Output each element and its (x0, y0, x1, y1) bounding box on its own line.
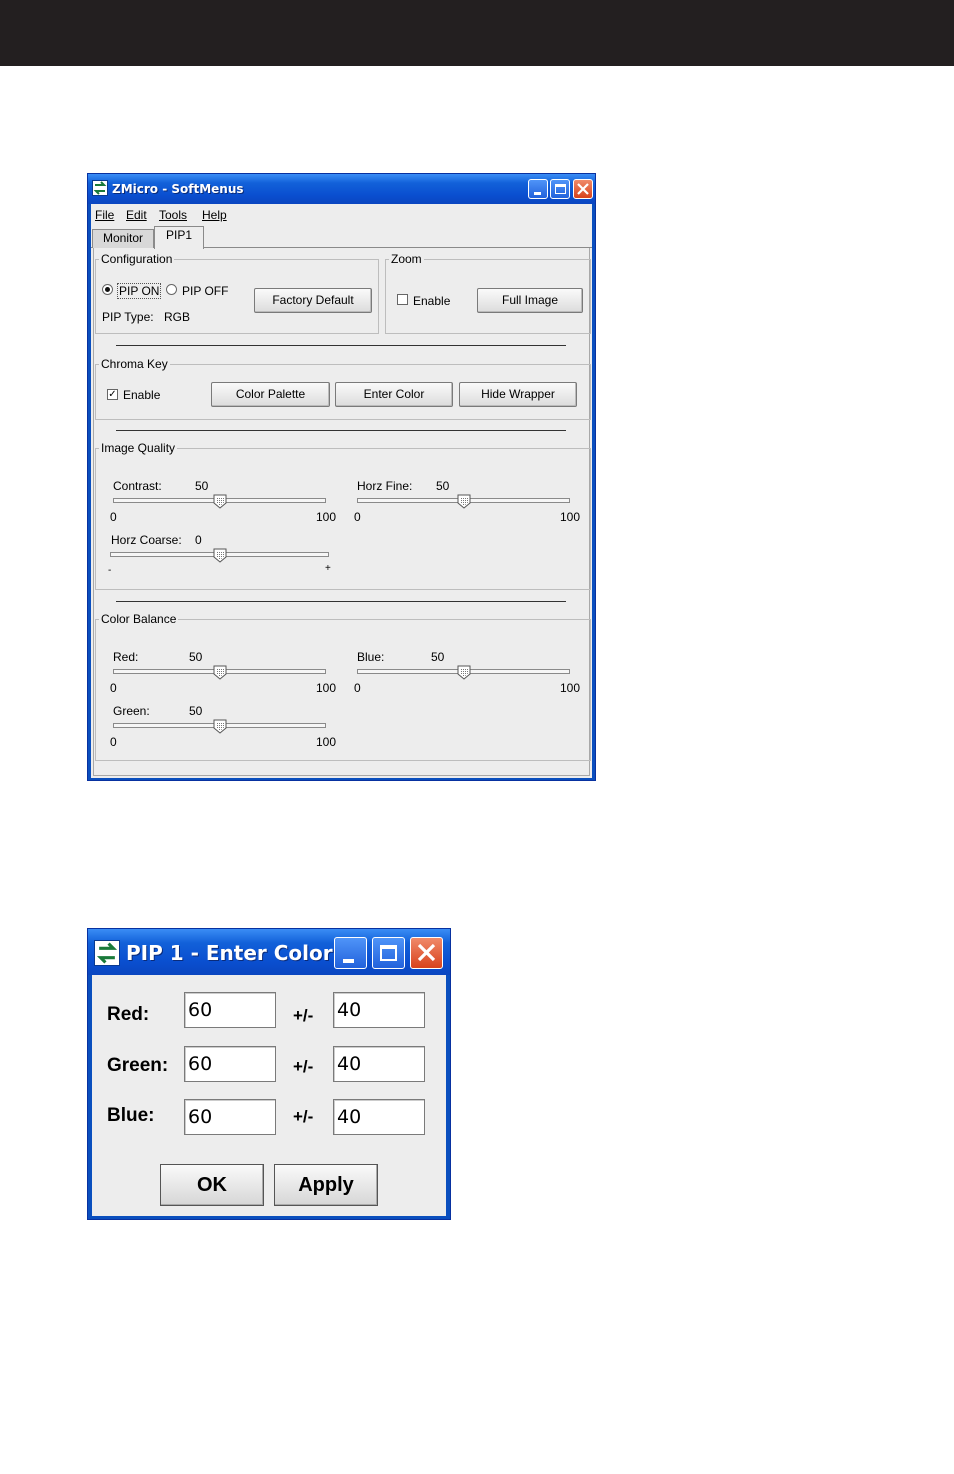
separator (116, 345, 566, 346)
green-min: 0 (110, 735, 117, 749)
slider-thumb[interactable] (213, 719, 227, 734)
chroma-enable-label[interactable]: Enable (123, 388, 161, 402)
configuration-group (95, 252, 379, 334)
minimize-icon[interactable] (528, 179, 548, 199)
pip-type-label: PIP Type: (102, 310, 154, 324)
red-slider[interactable] (113, 665, 326, 681)
zoom-group (385, 252, 591, 334)
menu-file[interactable]: File (95, 208, 115, 222)
red-tolerance-input[interactable] (333, 992, 425, 1028)
close-icon[interactable] (410, 937, 443, 969)
title-bar[interactable] (88, 174, 595, 204)
color-balance-title: Color Balance (101, 612, 177, 626)
horz-coarse-min: - (108, 565, 112, 576)
close-icon[interactable] (573, 179, 593, 199)
color-balance-group (95, 612, 591, 761)
slider-thumb[interactable] (213, 665, 227, 680)
dialog-title-bar[interactable] (88, 929, 450, 975)
blue-slider[interactable] (357, 665, 570, 681)
horz-fine-slider[interactable] (357, 494, 570, 510)
blue-label: Blue: (357, 650, 385, 664)
menu-edit[interactable]: Edit (126, 208, 147, 222)
maximize-icon[interactable] (550, 179, 570, 199)
contrast-label: Contrast: (113, 479, 162, 493)
green-slider[interactable] (113, 719, 326, 735)
minimize-icon[interactable] (334, 937, 367, 969)
menu-help[interactable]: Help (202, 208, 227, 222)
enter-color-button[interactable]: Enter Color (335, 382, 453, 407)
zoom-title: Zoom (391, 252, 422, 266)
softmenus-window (87, 173, 596, 781)
pip-on-radio[interactable] (102, 284, 113, 295)
pip-type-value: RGB (164, 310, 191, 324)
slider-thumb[interactable] (457, 494, 471, 509)
green-label: Green: (113, 704, 150, 718)
zoom-enable-label[interactable]: Enable (413, 294, 451, 308)
apply-button[interactable]: Apply (274, 1164, 378, 1206)
horz-fine-value: 50 (436, 479, 450, 493)
red-label: Red: (113, 650, 139, 664)
red-value-input[interactable] (184, 992, 276, 1028)
horz-coarse-label: Horz Coarse: (111, 533, 182, 547)
horz-coarse-slider[interactable] (110, 548, 329, 564)
separator (116, 430, 566, 431)
chroma-key-title: Chroma Key (101, 357, 168, 371)
tab-pip1[interactable]: PIP1 (154, 226, 204, 249)
dialog-title: PIP 1 - Enter Color (126, 941, 333, 965)
ok-button[interactable]: OK (160, 1164, 264, 1206)
horz-coarse-value: 0 (195, 533, 202, 547)
window-client (91, 204, 592, 778)
blue-label: Blue: (107, 1105, 155, 1126)
hide-wrapper-button[interactable]: Hide Wrapper (459, 382, 577, 407)
red-value: 50 (189, 650, 203, 664)
pip-off-radio[interactable] (166, 284, 177, 295)
horz-fine-min: 0 (354, 510, 361, 524)
app-icon (92, 180, 108, 196)
green-label: Green: (107, 1055, 169, 1076)
tab-monitor[interactable]: Monitor (92, 229, 154, 248)
full-image-button[interactable]: Full Image (477, 288, 583, 313)
blue-tolerance-input[interactable] (333, 1099, 425, 1135)
green-value: 50 (189, 704, 203, 718)
blue-min: 0 (354, 681, 361, 695)
chroma-enable-checkbox[interactable]: ✓ (108, 389, 117, 400)
blue-value-input[interactable] (184, 1099, 276, 1135)
color-palette-button[interactable]: Color Palette (211, 382, 330, 407)
maximize-icon[interactable] (372, 937, 405, 969)
contrast-value: 50 (195, 479, 209, 493)
red-plus-minus: +/- (293, 1006, 314, 1025)
green-plus-minus: +/- (293, 1057, 314, 1076)
slider-thumb[interactable] (213, 494, 227, 509)
horz-fine-max: 100 (560, 510, 581, 524)
contrast-max: 100 (316, 510, 337, 524)
horz-fine-label: Horz Fine: (357, 479, 413, 493)
separator (116, 601, 566, 602)
red-max: 100 (316, 681, 337, 695)
horz-coarse-max: + (325, 563, 331, 574)
menu-tools[interactable]: Tools (159, 208, 188, 222)
blue-max: 100 (560, 681, 581, 695)
image-quality-group (95, 441, 591, 590)
pip-on-label[interactable]: PIP ON (119, 284, 160, 298)
slider-thumb[interactable] (457, 665, 471, 680)
app-icon (94, 940, 120, 966)
zoom-enable-checkbox[interactable] (397, 294, 408, 305)
pip-off-label[interactable]: PIP OFF (182, 284, 229, 298)
red-min: 0 (110, 681, 117, 695)
menu-bar (91, 204, 592, 226)
contrast-min: 0 (110, 510, 117, 524)
page-header-bar (0, 0, 954, 66)
pip1-panel (93, 248, 590, 776)
configuration-title: Configuration (101, 252, 173, 266)
enter-color-dialog (87, 928, 451, 1220)
green-max: 100 (316, 735, 337, 749)
blue-plus-minus: +/- (293, 1107, 314, 1126)
factory-default-button[interactable]: Factory Default (254, 288, 372, 313)
contrast-slider[interactable] (113, 494, 326, 510)
window-title: ZMicro - SoftMenus (112, 182, 244, 196)
green-tolerance-input[interactable] (333, 1046, 425, 1082)
dialog-client (92, 975, 446, 1216)
blue-value: 50 (431, 650, 445, 664)
tab-strip (91, 226, 592, 248)
red-label: Red: (107, 1004, 150, 1025)
image-quality-title: Image Quality (101, 441, 176, 455)
slider-thumb[interactable] (213, 548, 227, 563)
green-value-input[interactable] (184, 1046, 276, 1082)
chroma-key-group (95, 357, 591, 420)
